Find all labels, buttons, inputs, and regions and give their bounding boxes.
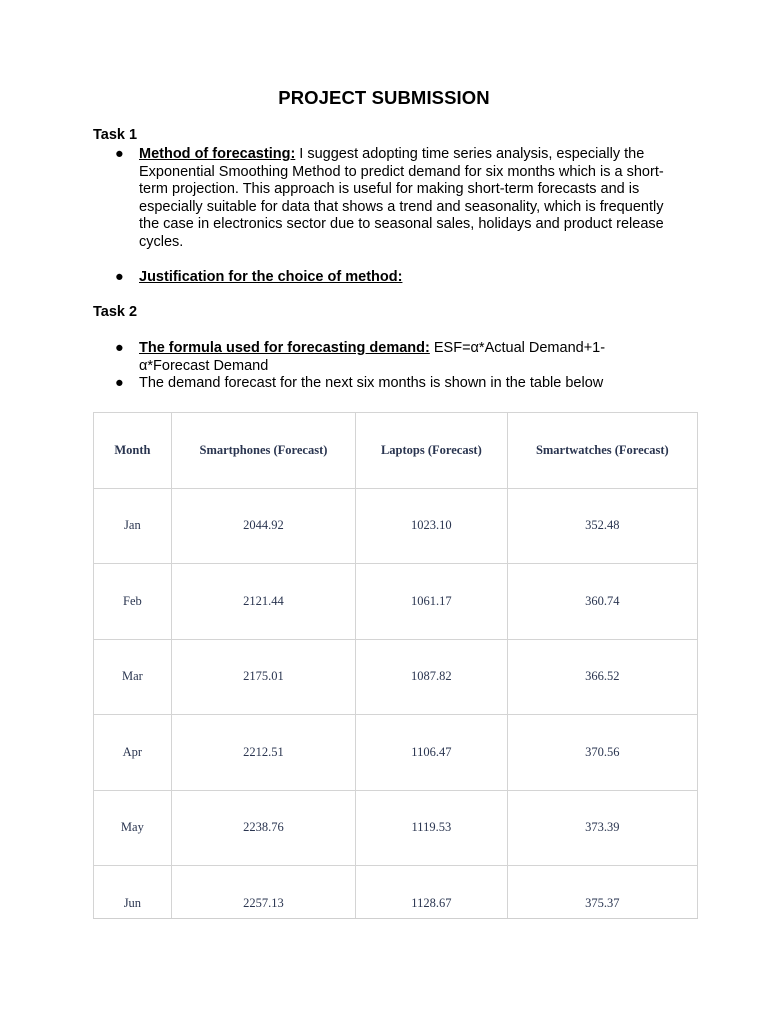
cell-smartwatches: 352.48 xyxy=(507,488,697,564)
task2-bullet-list xyxy=(93,340,673,393)
header-smartwatches: Smartwatches (Forecast) xyxy=(507,413,697,489)
table-row xyxy=(94,715,698,791)
list-item xyxy=(93,269,673,287)
cell-laptops: 1061.17 xyxy=(356,564,507,640)
bullet-label: Justification for the choice of method: xyxy=(139,269,403,286)
cell-smartwatches: 366.52 xyxy=(507,639,697,715)
bullet-text: I suggest adopting time series analysis, especially the Exponential Smoothing Method to predict demand for six months which is a short-term projection. This approach is useful for making short-term forecasts and is especially suitable for data that shows a trend and seasonality, which is frequently the case in electronics sector due to seasonal sales, holidays and product release cycles. xyxy=(139,146,664,250)
cell-smartwatches: 375.37 xyxy=(507,866,697,920)
table-row xyxy=(94,639,698,715)
bullet-label: Method of forecasting: xyxy=(139,146,296,162)
list-item xyxy=(93,375,673,393)
cell-laptops: 1023.10 xyxy=(356,488,507,564)
cell-smartphones: 2121.44 xyxy=(171,564,355,640)
cell-smartphones: 2212.51 xyxy=(171,715,355,791)
cell-month: Apr xyxy=(94,715,172,791)
bullet-icon: ● xyxy=(115,269,124,286)
cell-month: Jun xyxy=(94,866,172,920)
cell-month: Feb xyxy=(94,564,172,640)
table-row xyxy=(94,564,698,640)
cell-laptops: 1087.82 xyxy=(356,639,507,715)
cell-smartphones: 2175.01 xyxy=(171,639,355,715)
cell-smartwatches: 373.39 xyxy=(507,790,697,866)
table-row xyxy=(94,790,698,866)
cell-smartwatches: 360.74 xyxy=(507,564,697,640)
forecast-table xyxy=(93,412,698,919)
list-item xyxy=(93,340,673,375)
cell-smartwatches: 370.56 xyxy=(507,715,697,791)
task2-heading: Task 2 xyxy=(93,304,138,320)
cell-laptops: 1119.53 xyxy=(356,790,507,866)
cell-laptops: 1106.47 xyxy=(356,715,507,791)
bullet-icon: ● xyxy=(115,340,124,356)
page-title: PROJECT SUBMISSION xyxy=(278,87,490,108)
bullet-text: ESF=α*Actual Demand+1- α*Forecast Demand xyxy=(139,340,606,374)
table-row xyxy=(94,866,698,920)
header-month: Month xyxy=(94,413,172,489)
header-laptops: Laptops (Forecast) xyxy=(356,413,507,489)
bullet-icon: ● xyxy=(115,375,124,392)
task1-bullet-list xyxy=(93,146,673,287)
list-item xyxy=(93,146,673,252)
header-smartphones: Smartphones (Forecast) xyxy=(171,413,355,489)
task1-heading: Task 1 xyxy=(93,127,138,143)
bullet-label: The formula used for forecasting demand: xyxy=(139,340,430,356)
cell-month: Mar xyxy=(94,639,172,715)
cell-month: May xyxy=(94,790,172,866)
cell-smartphones: 2257.13 xyxy=(171,866,355,920)
bullet-icon: ● xyxy=(115,146,124,162)
cell-smartphones: 2238.76 xyxy=(171,790,355,866)
cell-smartphones: 2044.92 xyxy=(171,488,355,564)
bullet-text: The demand forecast for the next six months is shown in the table below xyxy=(139,375,604,392)
table-header-row xyxy=(94,413,698,489)
table-row xyxy=(94,488,698,564)
forecast-table-container xyxy=(93,412,698,919)
cell-laptops: 1128.67 xyxy=(356,866,507,920)
cell-month: Jan xyxy=(94,488,172,564)
